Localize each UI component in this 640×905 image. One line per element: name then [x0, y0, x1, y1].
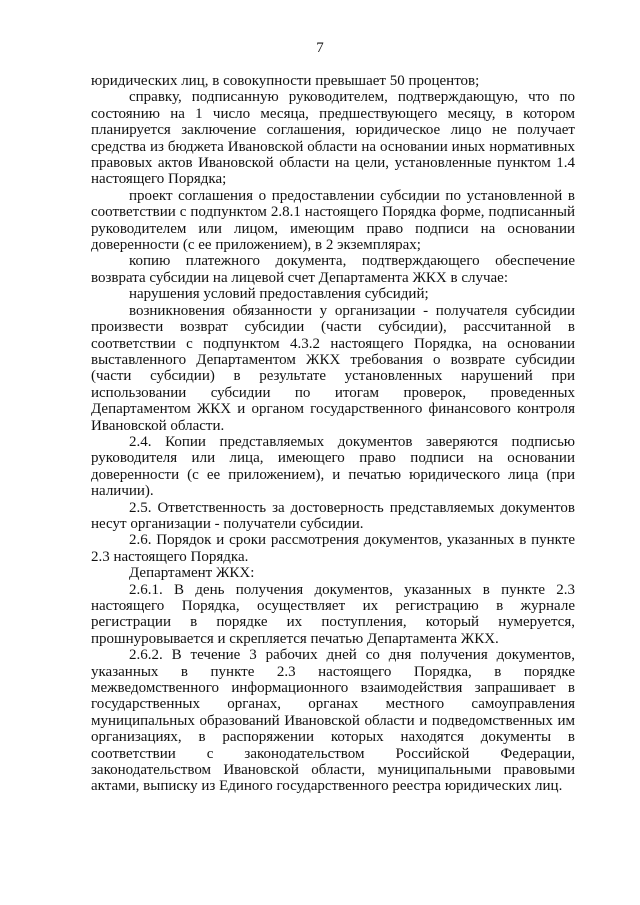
paragraph-2-6-1: 2.6.1. В день получения документов, указанных в пункте 2.3 настоящего Порядка, осуществляет их регистрацию в журнале регистрации в порядке их поступления, который нумеруется, прошнуровывается и скрепляется печатью Департамента ЖКХ.	[91, 581, 575, 647]
paragraph-violation-conditions: нарушения условий предоставления субсидий;	[129, 286, 429, 303]
paragraph-continuation: юридических лиц, в совокупности превышает 50 процентов;	[91, 73, 480, 89]
paragraph-refund-obligation: возникновения обязанности у организации - получателя субсидии произвести возврат субсидии (части субсидии), рассчитанной в соответствии с подпунктом 4.3.2 настоящего Порядка, на основании выставленного Департаментом ЖКХ требования о возврате субсидии (части субсидии) в результате установленных нарушений при использовании субсидии по итогам проверок, проведенных Департаментом ЖКХ и органом государственного финансового контроля Ивановской области.	[91, 302, 575, 434]
page-number: 7	[316, 40, 324, 56]
paragraph-2-4: 2.4. Копии представляемых документов заверяются подписью руководителя или лица, имеющего право подписи на основании доверенности (с ее приложением), и печатью юридического лица (при наличии).	[91, 433, 575, 500]
paragraph-department: Департамент ЖКХ:	[129, 565, 255, 582]
paragraph-draft-agreement: проект соглашения о предоставлении субсидии по установленной в соответствии с подпунктом 2.8.1 настоящего Порядка форме, подписанный руководителем или лицом, имеющим право подписи на основании доверенности (с ее приложением), в 2 экземплярах;	[91, 187, 575, 254]
paragraph-payment-copy: копию платежного документа, подтверждающего обеспечение возврата субсидии на лицевой счет Департамента ЖКХ в случае:	[91, 253, 575, 286]
paragraph-2-6-2: 2.6.2. В течение 3 рабочих дней со дня получения документов, указанных в пункте 2.3 настоящего Порядка, в порядке межведомственного информационного взаимодействия запрашивает в государственных органах, органах местного самоуправления муниципальных образований Ивановской области и подведомственных им организациях, в распоряжении которых находятся документы в соответствии с законодательством Российской Федерации, законодательством Ивановской области, муниципальными правовыми актами, выписку из Единого государственного реестра юридических лиц.	[91, 647, 575, 795]
paragraph-2-5: 2.5. Ответственность за достоверность представляемых документов несут организации - получатели субсидии.	[91, 499, 575, 532]
paragraph-certificate: справку, подписанную руководителем, подтверждающую, что по состоянию на 1 число месяца, предшествующего месяцу, в котором планируется заключение соглашения, юридическое лицо не получает средства из бюджета Ивановской области на основании иных нормативных правовых актов Ивановской области на цели, установленные пунктом 1.4 настоящего Порядка;	[91, 89, 575, 188]
document-body	[91, 73, 575, 795]
paragraph-2-6: 2.6. Порядок и сроки рассмотрения документов, указанных в пункте 2.3 настоящего Порядка.	[91, 532, 575, 565]
